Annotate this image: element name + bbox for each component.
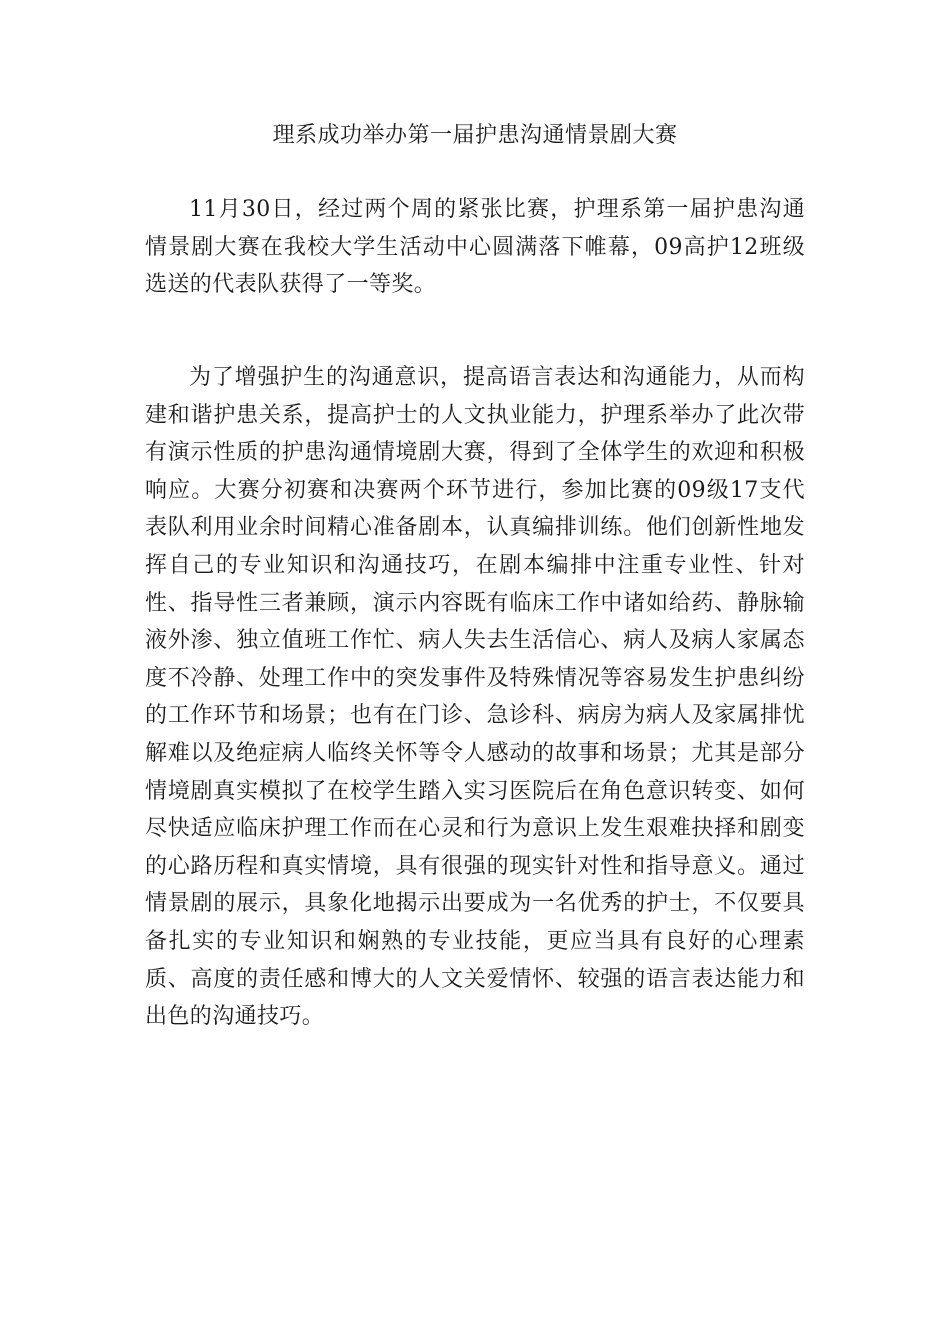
paragraph-award: 11月30日，经过两个周的紧张比赛，护理系第一届护患沟通情景剧大赛在我校大学生活动中心圆满落下帷幕，09高护12班级选送的代表队获得了一等奖。 <box>145 197 805 298</box>
paragraph-details: 为了增强护生的沟通意识，提高语言表达和沟通能力，从而构建和谐护患关系，提高护士的人文执业能力，护理系举办了此次带有演示性质的护患沟通情境剧大赛，得到了全体学生的欢迎和积极响应。大赛分初赛和决赛两个环节进行，参加比赛的09级17支代表队利用业余时间精心准备剧本，认真编排训练。他们创新性地发挥自己的专业知识和沟通技巧，在剧本编排中注重专业性、针对性、指导性三者兼顾，演示内容既有临床工作中诸如给药、静脉输液外渗、独立值班工作忙、病人失去生活信心、病人及病人家属态度不冷静、处理工作中的突发事件及特殊情况等容易发生护患纠纷的工作环节和场景；也有在门诊、急诊科、病房为病人及家属排忧解难以及绝症病人临终关怀等令人感动的故事和场景；尤其是部分情境剧真实模拟了在校学生踏入实习医院后在角色意识转变、如何尽快适应临床护理工作而在心灵和行为意识上发生艰难抉择和剧变的心路历程和真实情境，具有很强的现实针对性和指导意义。通过情景剧的展示，具象化地揭示出要成为一名优秀的护士，不仅要具备扎实的专业知识和娴熟的专业技能，更应当具有良好的心理素质、高度的责任感和博大的人文关爱情怀、较强的语言表达能力和出色的沟通技巧。 <box>145 365 805 1030</box>
document-title: 理系成功举办第一届护患沟通情景剧大赛 <box>272 123 678 148</box>
